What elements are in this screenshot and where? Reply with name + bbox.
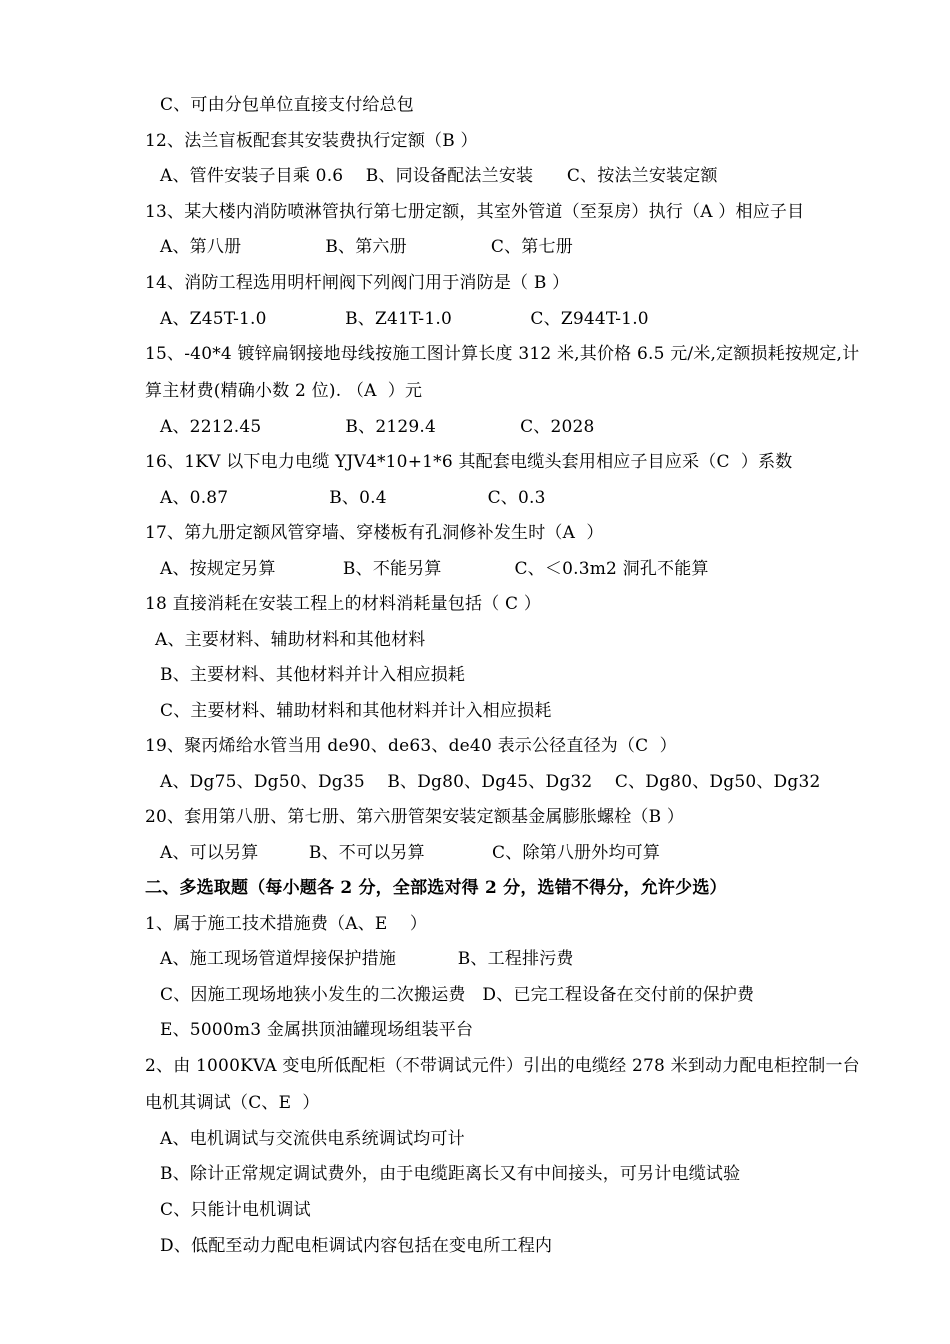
question-line-continued: 电机其调试（C、E ）: [145, 1093, 320, 1113]
question-line: 13、某大楼内消防喷淋管执行第七册定额，其室外管道（至泵房）执行（A ）相应子目: [145, 202, 805, 222]
section-heading: 二、多选取题（每小题各 2 分，全部选对得 2 分，选错不得分，允许少选）: [145, 878, 727, 898]
question-line: 19、聚丙烯给水管当用 de90、de63、de40 表示公径直径为（C ）: [145, 736, 677, 756]
question-line: 14、消防工程选用明杆闸阀下列阀门用于消防是（ B ）: [145, 273, 570, 293]
option-line: C、只能计电机调试: [160, 1200, 311, 1220]
option-line: E、5000m3 金属拱顶油罐现场组装平台: [160, 1020, 474, 1040]
question-line: 20、套用第八册、第七册、第六册管架安装定额基金属膨胀螺栓（B ）: [145, 807, 685, 827]
question-line: 2、由 1000KVA 变电所低配柜（不带调试元件）引出的电缆经 278 米到动力配电柜控制一台: [145, 1056, 860, 1076]
question-line: 1、属于施工技术措施费（A、E ）: [145, 914, 428, 934]
option-line: A、管件安装子目乘 0.6 B、同设备配法兰安装 C、按法兰安装定额: [160, 166, 718, 186]
question-line: 12、法兰盲板配套其安装费执行定额（B ）: [145, 131, 478, 151]
option-line: B、除计正常规定调试费外，由于电缆距离长又有中间接头，可另计电缆试验: [160, 1164, 741, 1184]
option-line: C、因施工现场地狭小发生的二次搬运费 D、已完工程设备在交付前的保护费: [160, 985, 755, 1005]
option-line: A、可以另算 B、不可以另算 C、除第八册外均可算: [160, 843, 661, 863]
question-line: 15、-40*4 镀锌扁钢接地母线按施工图计算长度 312 米,其价格 6.5 元/米,定额损耗按规定,计: [145, 344, 860, 364]
option-line: A、施工现场管道焊接保护措施 B、工程排污费: [160, 949, 574, 969]
option-line: A、Z45T-1.0 B、Z41T-1.0 C、Z944T-1.0: [160, 309, 649, 329]
question-line: 16、1KV 以下电力电缆 YJV4*10+1*6 其配套电缆头套用相应子目应采（C ）系数: [145, 452, 793, 472]
option-line: A、按规定另算 B、不能另算 C、＜0.3m2 洞孔不能算: [160, 559, 709, 579]
question-line-continued: 算主材费(精确小数 2 位). （A ）元: [145, 381, 423, 401]
option-line: D、低配至动力配电柜调试内容包括在变电所工程内: [160, 1236, 553, 1256]
option-line: A、2212.45 B、2129.4 C、2028: [160, 417, 595, 437]
option-line: A、Dg75、Dg50、Dg35 B、Dg80、Dg45、Dg32 C、Dg80、Dg50、Dg32: [160, 772, 821, 792]
option-line: B、主要材料、其他材料并计入相应损耗: [160, 665, 466, 685]
option-line: A、主要材料、辅助材料和其他材料: [155, 630, 426, 650]
question-line: 17、第九册定额风管穿墙、穿楼板有孔洞修补发生时（A ）: [145, 523, 604, 543]
option-line: A、0.87 B、0.4 C、0.3: [160, 488, 546, 508]
question-line: 18 直接消耗在安装工程上的材料消耗量包括（ C ）: [145, 594, 542, 614]
text-line: C、可由分包单位直接支付给总包: [160, 95, 415, 115]
option-line: A、电机调试与交流供电系统调试均可计: [160, 1129, 465, 1149]
option-line: C、主要材料、辅助材料和其他材料并计入相应损耗: [160, 701, 552, 721]
option-line: A、第八册 B、第六册 C、第七册: [160, 237, 573, 257]
